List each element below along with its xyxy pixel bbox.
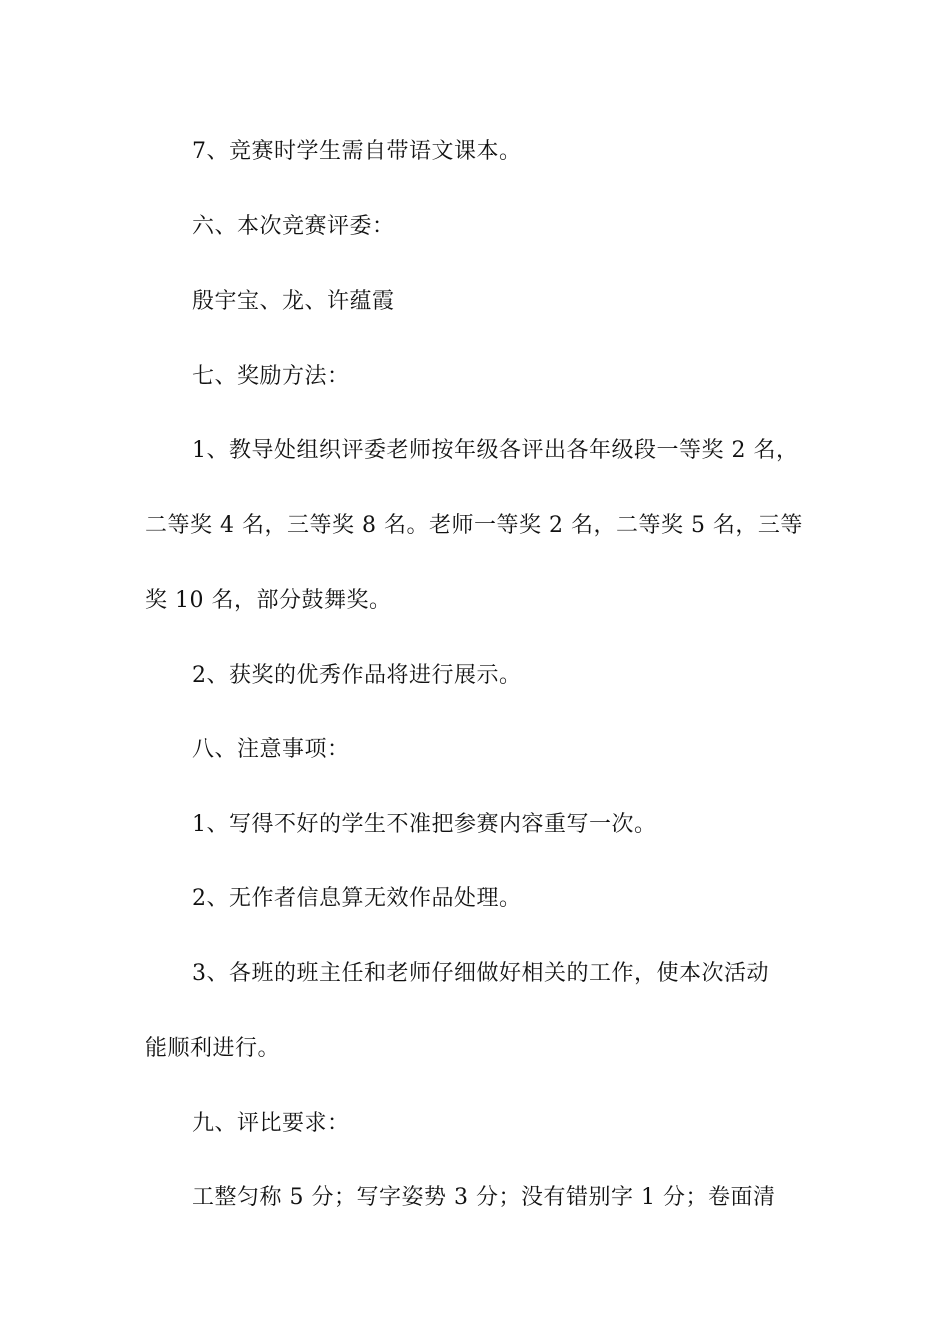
judges-list: 殷宇宝、龙、许蕴霞 (192, 289, 395, 314)
notice-item-3-line-2: 能顺利进行。 (145, 1036, 281, 1061)
item-7-textbook: 7、竞赛时学生需自带语文课本。 (192, 139, 522, 164)
notice-item-2: 2、无作者信息算无效作品处理。 (192, 886, 522, 911)
section-6-heading: 六、本次竞赛评委： (192, 214, 395, 239)
reward-item-2: 2、获奖的优秀作品将进行展示。 (192, 663, 522, 688)
reward-item-1-line-1: 1、教导处组织评委老师按年级各评出各年级段一等奖 2 名， (192, 438, 799, 463)
reward-item-1-line-2: 二等奖 4 名，三等奖 8 名。老师一等奖 2 名，二等奖 5 名，三等 (145, 513, 803, 538)
section-7-heading: 七、奖励方法： (192, 364, 350, 389)
criteria-line-1: 工整匀称 5 分；写字姿势 3 分；没有错别字 1 分；卷面清 (192, 1185, 776, 1210)
section-9-heading: 九、评比要求： (192, 1111, 350, 1136)
notice-item-3-line-1: 3、各班的班主任和老师仔细做好相关的工作，使本次活动 (192, 961, 769, 986)
section-8-heading: 八、注意事项： (192, 737, 350, 762)
reward-item-1-line-3: 奖 10 名，部分鼓舞奖。 (145, 588, 392, 613)
notice-item-1: 1、写得不好的学生不准把参赛内容重写一次。 (192, 812, 657, 837)
